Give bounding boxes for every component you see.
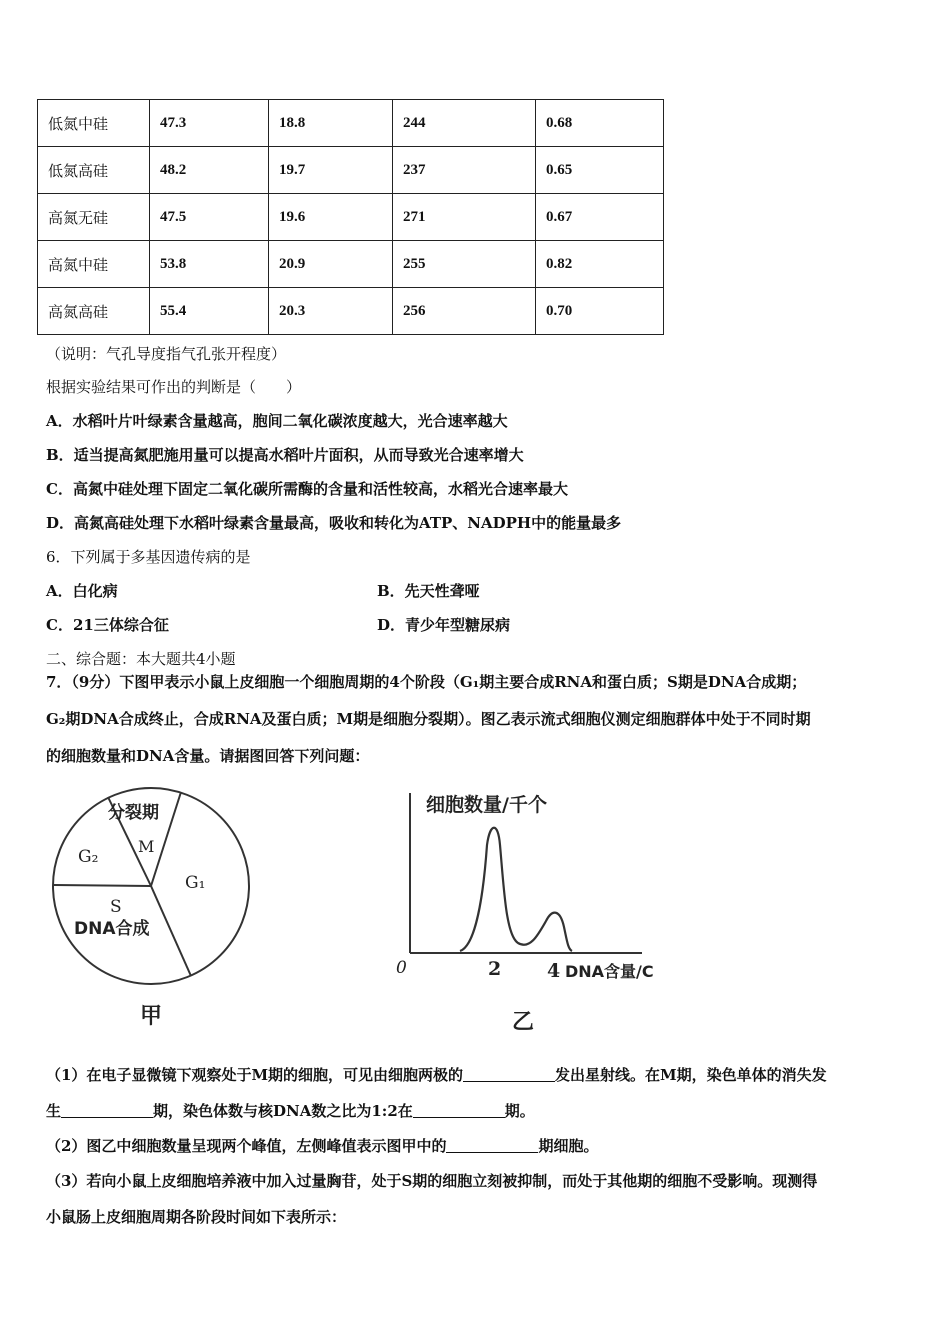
sub2-text-b: 期细胞。 bbox=[538, 1137, 599, 1155]
origin-label: 0 bbox=[396, 958, 407, 978]
sub2-text-a: （2）图乙中细胞数量呈现两个峰值，左侧峰值表示图甲中的 bbox=[46, 1137, 447, 1155]
treatment-cell: 高氮中硅 bbox=[38, 241, 150, 288]
table-row bbox=[38, 100, 664, 147]
value-cell: 47.5 bbox=[150, 194, 269, 241]
q7-line-1: 7．（9分）下图甲表示小鼠上皮细胞一个细胞周期的4个阶段（G₁期主要合成RNA和蛋白质；S期是DNA合成期； bbox=[46, 673, 807, 691]
section-heading: 二、综合题：本大题共4小题 bbox=[46, 650, 236, 668]
sub3-line-1: （3）若向小鼠上皮细胞培养液中加入过量胸苷，处于S期的细胞立刻被抑制，而处于其他期的细胞不受影响。现测得 bbox=[46, 1172, 818, 1190]
sub1-line-1 bbox=[46, 1064, 827, 1085]
label-fenlie: 分裂期 bbox=[108, 803, 159, 823]
treatment-cell: 低氮高硅 bbox=[38, 147, 150, 194]
q5-option-b: B．适当提高氮肥施用量可以提高水稻叶片面积，从而导致光合速率增大 bbox=[46, 446, 524, 464]
sub2-line bbox=[46, 1135, 598, 1156]
q5-option-c: C．高氮中硅处理下固定二氧化碳所需酶的含量和活性较高，水稻光合速率最大 bbox=[46, 480, 568, 498]
caption-yi: 乙 bbox=[512, 1010, 535, 1035]
answer-blank[interactable] bbox=[61, 1103, 153, 1118]
q6-option-c: C．21三体综合征 bbox=[46, 616, 169, 634]
answer-blank[interactable] bbox=[413, 1103, 505, 1118]
x-tick-4: 4 bbox=[547, 960, 561, 982]
q5-option-a: A．水稻叶片叶绿素含量越高，胞间二氧化碳浓度越大，光合速率越大 bbox=[46, 412, 508, 430]
value-cell: 0.82 bbox=[536, 241, 664, 288]
q7-stem bbox=[46, 664, 914, 775]
table-row bbox=[38, 288, 664, 335]
value-cell: 18.8 bbox=[269, 100, 393, 147]
table-row bbox=[38, 147, 664, 194]
figure-jia bbox=[40, 780, 270, 1040]
divider-line bbox=[151, 886, 191, 976]
value-cell: 19.6 bbox=[269, 194, 393, 241]
q6-option-b: B．先天性聋哑 bbox=[377, 582, 480, 600]
figure-yi bbox=[390, 785, 710, 1040]
answer-blank[interactable] bbox=[446, 1138, 538, 1153]
value-cell: 48.2 bbox=[150, 147, 269, 194]
sub1-text-a: （1）在电子显微镜下观察处于M期的细胞，可见由细胞两极的 bbox=[46, 1066, 464, 1084]
x-axis-label: DNA含量/C bbox=[565, 962, 654, 981]
y-axis-label: 细胞数量/千个 bbox=[426, 794, 547, 816]
sub1-text-d: 期，染色体数与核DNA数之比为1:2在 bbox=[153, 1102, 413, 1120]
value-cell: 271 bbox=[393, 194, 536, 241]
q5-option-d: D．高氮高硅处理下水稻叶绿素含量最高，吸收和转化为ATP、NADPH中的能量最多 bbox=[46, 514, 622, 532]
answer-blank[interactable] bbox=[463, 1067, 555, 1082]
value-cell: 255 bbox=[393, 241, 536, 288]
label-m: M bbox=[138, 837, 155, 856]
value-cell: 19.7 bbox=[269, 147, 393, 194]
value-cell: 55.4 bbox=[150, 288, 269, 335]
value-cell: 20.9 bbox=[269, 241, 393, 288]
sub1-text-e: 期。 bbox=[504, 1102, 535, 1120]
label-dna: DNA合成 bbox=[74, 919, 150, 939]
table-note: （说明：气孔导度指气孔张开程度） bbox=[46, 345, 287, 363]
q6-option-a: A．白化病 bbox=[46, 582, 118, 600]
treatment-cell: 高氮高硅 bbox=[38, 288, 150, 335]
sub3-line-2: 小鼠肠上皮细胞周期各阶段时间如下表所示： bbox=[46, 1208, 347, 1226]
table-row bbox=[38, 194, 664, 241]
value-cell: 20.3 bbox=[269, 288, 393, 335]
x-tick-2: 2 bbox=[488, 958, 502, 980]
sub1-text-c: 生 bbox=[46, 1102, 62, 1120]
q6-option-d: D．青少年型糖尿病 bbox=[377, 616, 511, 634]
sub1-line-2 bbox=[46, 1100, 535, 1121]
treatment-cell: 低氮中硅 bbox=[38, 100, 150, 147]
divider-line bbox=[54, 885, 151, 886]
value-cell: 244 bbox=[393, 100, 536, 147]
value-cell: 53.8 bbox=[150, 241, 269, 288]
q7-line-3: 的细胞数量和DNA含量。请据图回答下列问题： bbox=[46, 747, 370, 765]
value-cell: 0.67 bbox=[536, 194, 664, 241]
value-cell: 47.3 bbox=[150, 100, 269, 147]
q6-stem: 6．下列属于多基因遗传病的是 bbox=[46, 548, 251, 566]
histogram-curve bbox=[460, 828, 572, 951]
value-cell: 0.70 bbox=[536, 288, 664, 335]
value-cell: 237 bbox=[393, 147, 536, 194]
label-g1: G₁ bbox=[185, 873, 206, 893]
label-s: S bbox=[110, 897, 122, 917]
caption-jia: 甲 bbox=[140, 1004, 163, 1029]
value-cell: 0.68 bbox=[536, 100, 664, 147]
data-table bbox=[37, 99, 664, 335]
label-g2: G₂ bbox=[78, 847, 99, 867]
value-cell: 0.65 bbox=[536, 147, 664, 194]
table-row bbox=[38, 241, 664, 288]
sub1-text-b: 发出星射线。在M期，染色单体的消失发 bbox=[555, 1066, 827, 1084]
treatment-cell: 高氮无硅 bbox=[38, 194, 150, 241]
value-cell: 256 bbox=[393, 288, 536, 335]
q7-line-2: G₂期DNA合成终止，合成RNA及蛋白质；M期是细胞分裂期）。图乙表示流式细胞仪测定细胞群体中处于不同时期 bbox=[46, 710, 811, 728]
q5-stem: 根据实验结果可作出的判断是（ ） bbox=[46, 378, 302, 396]
